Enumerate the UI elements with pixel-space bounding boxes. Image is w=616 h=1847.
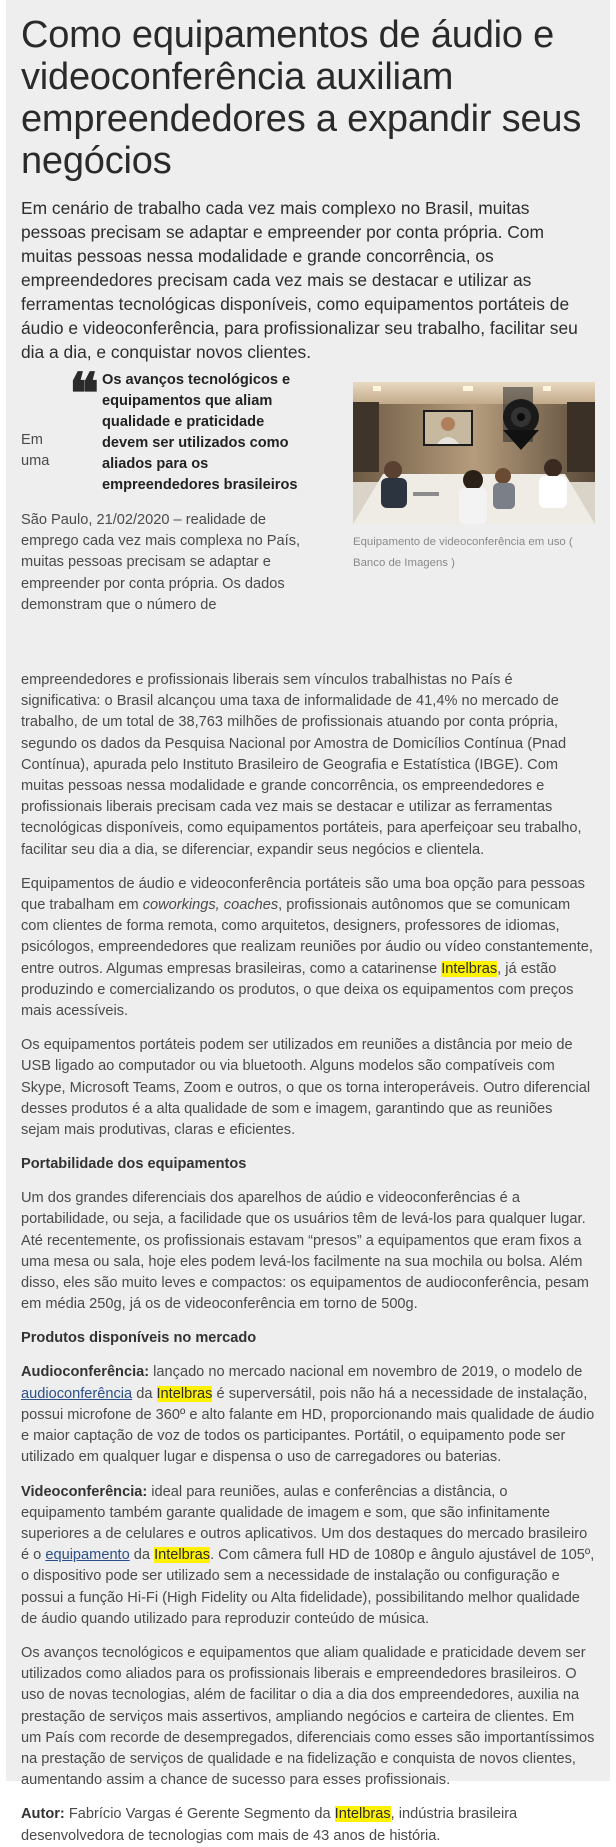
paragraph-2 xyxy=(21,874,595,1022)
pullquote xyxy=(69,361,309,496)
author-paragraph xyxy=(21,1804,595,1846)
pullquote-text: Os avanços tecnológicos e equipamentos que aliam qualidade e praticidade devem ser utilizados como aliados para os empreendedores brasileiros xyxy=(102,372,298,493)
intro-block xyxy=(21,361,595,670)
paragraph-3: Os equipamentos portáteis podem ser utilizados em reuniões a distância por meio de USB ligado ao computador ou via bluetooth. Alguns modelos são compatíveis com Skype, Microsoft Teams, Zoom e outros, o que os torna interoperáveis. Outro diferencial desses produtos é a alta qualidade de som e imagem, garantindo que as reuniões sejam mais produtivas, claras e eficientes. xyxy=(21,1037,591,1139)
video-text-a: ideal para reuniões, aulas e conferências a distância, o equipamento também garante qualidade de imagem e som, que são infinitamente superiores a de celulares e outros aplicativos. Um dos destaques do mercado brasileiro é o xyxy=(21,1483,588,1564)
author-label: Autor: xyxy=(21,1806,65,1823)
subhead-portabilidade: Portabilidade dos equipamentos xyxy=(21,1156,247,1173)
article-page xyxy=(6,0,610,1844)
article-figure xyxy=(353,382,595,574)
paragraph-4: Um dos grandes diferenciais dos aparelhos de aúdio e videoconferências é a portabilidade, ou seja, a facilidade que os usuários têm de levá-los para qualquer lugar. Até recentemente, os profissionais estavam “presos” a equipamentos que eram fixos a uma mesa ou sala, hoje eles podem levá-los facilmente na sua mochila ou bolsa. Além disso, eles são muito leves e compactos: os equipamentos de audioconferência, pesam em média 250g, já os de videoconferência em torno de 500g. xyxy=(21,1190,589,1313)
equipamento-link[interactable]: equipamento xyxy=(45,1547,130,1564)
video-text-b: . Com câmera full HD de 1080p e ângulo ajustável de 105º, o dispositivo pode ser utilizado sem a necessidade de instalação ou configuração e possui a função Hi-Fi (High Fidelity ou Alta fidelidade), possibilitando melhor qualidade de áudio quando utilizado para reproduzir conteúdo de música. xyxy=(21,1547,595,1627)
intro-text-start: São Paulo, 21/02/2020 – realidade de emprego cada vez mais complexa no País, muitas pessoas precisam se adaptar e empreender por conta própria. Os dados demonstram que o número de xyxy=(21,512,301,613)
audio-da: da xyxy=(132,1385,157,1402)
dropcap-start: Em uma xyxy=(21,432,50,469)
audioconferencia-link[interactable]: audioconferência xyxy=(21,1385,133,1402)
brand-highlight: Intelbras xyxy=(156,1385,213,1402)
p2-text-a: Equipamentos de áudio e videoconferência portáteis são uma boa opção para pessoas que trabalham em xyxy=(21,875,585,914)
p2-text-b: , profissionais autônomos que se comunicam com clientes de forma remota, como arquitetos, designers, professores de idiomas, psicólogos, empreendedores que realizam reuniões por áudio ou vídeo constantemente, entre outros. Algumas empresas brasileiras, como a catarinense xyxy=(21,897,593,977)
videoconference-photo xyxy=(353,382,595,524)
p2-text-c: , já estão produzindo e comercializando os produtos, o que deixa os equipamentos com preços mais acessíveis. xyxy=(21,960,574,1020)
video-label: Videoconferência: xyxy=(21,1483,148,1500)
paragraph-final: Os avanços tecnológicos e equipamentos que aliam qualidade e praticidade devem ser utilizados como aliados para os profissionais liberais e empreendedores brasileiros. O uso de novas tecnologias, além de facilitar o dia a dia dos empreendedores, auxilia na prestação de serviços mais assertivos, ampliando negócios e carteira de clientes. Em um País com recorde de desempregados, diferenciais como esses são importantíssimos na prestação de serviços de qualidade e na fidelização e conquista de novos clientes, aumentando assim a chance de sucesso para esses profissionais. xyxy=(21,1644,595,1789)
article-title: Como equipamentos de áudio e videoconferência auxiliam empreendedores a expandir seus negócios xyxy=(21,14,582,182)
audio-label: Audioconferência: xyxy=(21,1364,150,1381)
article-lead: Em cenário de trabalho cada vez mais complexo no Brasil, muitas pessoas precisam se adaptar e empreender por conta própria. Com muitas pessoas nessa modalidade e grande concorrência, os empreendedores precisam cada vez mais se destacar e utilizar as ferramentas tecnológicas disponíveis, como equipamentos portáteis de áudio e videoconferência, para profissionalizar seu trabalho, facilitar seu dia a dia, e conquistar novos clientes. xyxy=(21,198,578,362)
intro-paragraph-start xyxy=(21,510,311,616)
audio-text-a: lançado no mercado nacional em novembro de 2019, o modelo de xyxy=(149,1364,583,1381)
subhead-produtos: Produtos disponíveis no mercado xyxy=(21,1330,257,1347)
brand-highlight: Intelbras xyxy=(441,960,498,977)
author-text-a: Fabrício Vargas é Gerente Segmento da xyxy=(64,1806,335,1823)
quote-icon: ❝ xyxy=(69,361,100,427)
paragraph-video xyxy=(21,1482,595,1630)
video-da: da xyxy=(129,1547,155,1564)
p2-italic: coworkings, coaches xyxy=(142,897,279,914)
paragraph-audio xyxy=(21,1362,595,1468)
audio-text-b: é superversátil, pois não há a necessidade de instalação, possui microfone de 360º e alto falante em HD, proporcionando mais qualidade de áudio e maior captação de voz de todos os participantes. Portátil, o equipamento pode ser utilizado em qualquer lugar e dispensa o uso de carregadores ou baterias. xyxy=(21,1385,595,1466)
figure-caption: Equipamento de videoconferência em uso ( Banco de Imagens ) xyxy=(353,536,573,569)
author-text-b: , indústria brasileira desenvolvedora de tecnologias com mais de 43 anos de história. xyxy=(21,1806,518,1844)
brand-highlight: Intelbras xyxy=(154,1547,211,1564)
intro-text-rest: empreendedores e profissionais liberais sem vínculos trabalhistas no País é significativa: o Brasil alcançou uma taxa de informalidade de 41,4% no mercado de trabalho, de um total de 38,763 milhões de profissionais atuando por conta própria, segundo os dados da Pesquisa Nacional por Amostra de Domicílios Contínua (Pnad Contínua), apurada pelo Instituto Brasileiro de Geografia e Estatística (IBGE). Com muitas pessoas nessa modalidade e grande concorrência, os empreendedores e profissionais liberais precisam cada vez mais se destacar e utilizar as ferramentas tecnológicas disponíveis, como equipamentos portáteis, para aperfeiçoar seu trabalho, facilitar seu dia a dia, se diferenciar, expandir seus negócios e clientela. xyxy=(21,672,582,858)
brand-highlight: Intelbras xyxy=(334,1806,391,1823)
